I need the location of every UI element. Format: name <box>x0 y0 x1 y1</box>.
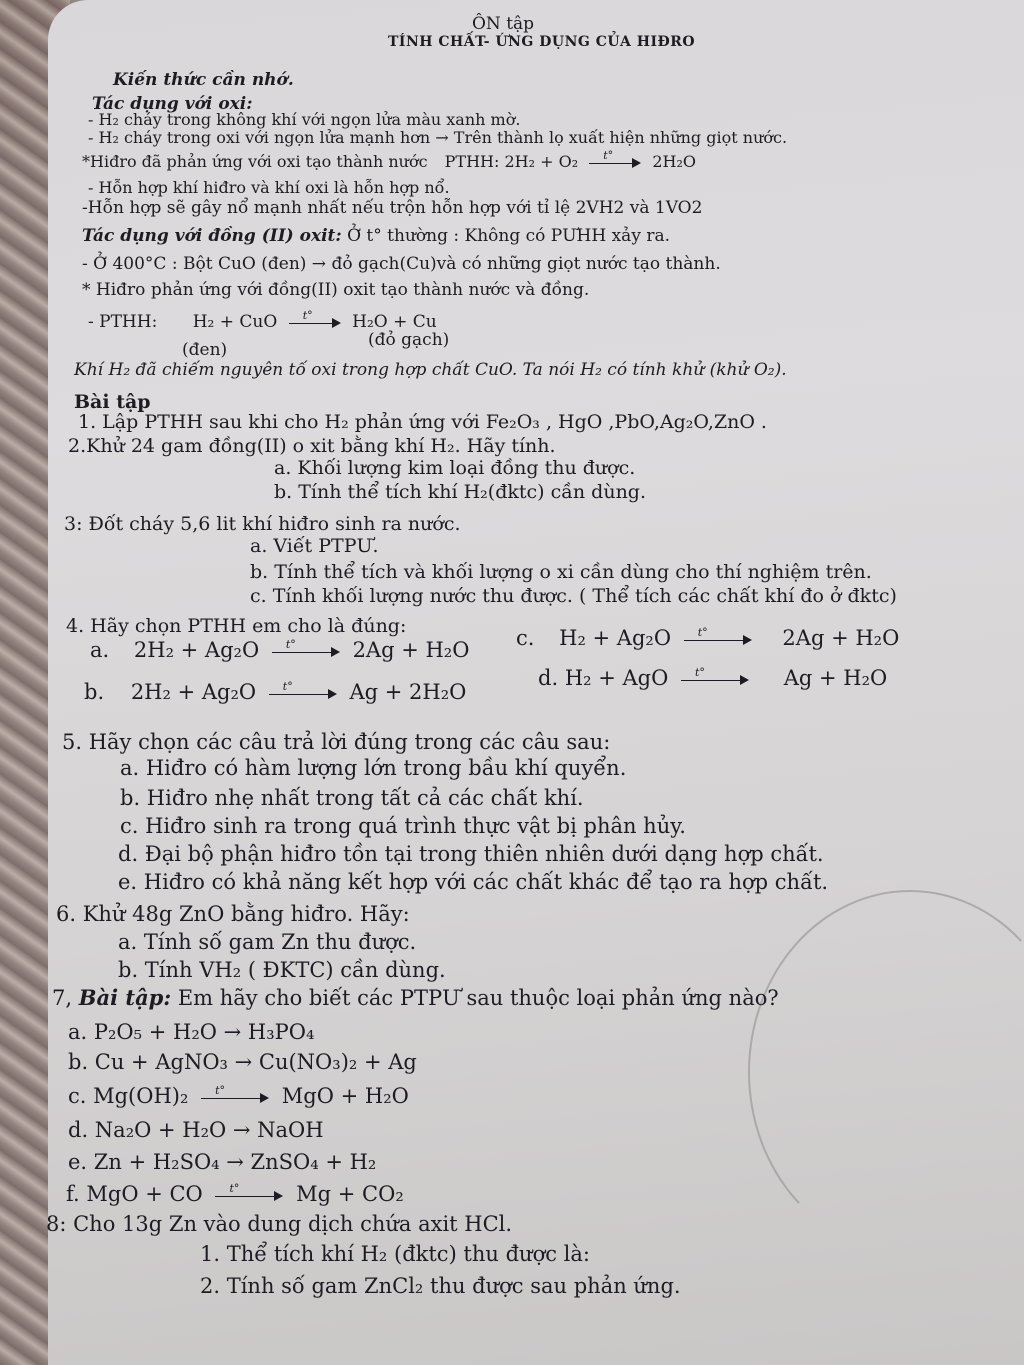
question-5b: b. Hiđro nhẹ nhất trong tất cả các chất khí. <box>120 786 584 810</box>
arrow-icon: t° <box>269 689 337 699</box>
question-5c: c. Hiđro sinh ra trong quá trình thực vật bị phân hủy. <box>120 814 686 838</box>
question-7b: b. Cu + AgNO₃ → Cu(NO₃)₂ + Ag <box>68 1050 417 1074</box>
question-5d: d. Đại bộ phận hiđro tồn tại trong thiên nhiên dưới dạng hợp chất. <box>118 842 824 866</box>
question-2a: a. Khối lượng kim loại đồng thu được. <box>274 457 636 479</box>
pencil-curve-mark <box>748 890 1024 1254</box>
arrow-icon: t° <box>589 158 641 168</box>
question-4a: a. 2H₂ + Ag₂O t° 2Ag + H₂O <box>90 637 470 662</box>
question-8: 8: Cho 13g Zn vào dung dịch chứa axit HCl. <box>46 1212 513 1236</box>
question-7a: a. P₂O₅ + H₂O → H₃PO₄ <box>68 1020 315 1044</box>
question-4: 4. Hãy chọn PTHH em cho là đúng: <box>66 615 407 637</box>
question-5e: e. Hiđro có khả năng kết hợp với các chất khác để tạo ra hợp chất. <box>118 870 829 894</box>
question-5: 5. Hãy chọn các câu trả lời đúng trong các câu sau: <box>62 730 611 754</box>
theory-heading: Kiến thức cần nhớ. <box>113 70 294 90</box>
exercises-heading: Bài tập <box>74 391 151 413</box>
theory-line-4: - Hỗn hợp khí hiđro và khí oxi là hỗn hợp nổ. <box>88 178 450 197</box>
theory-line-3: *Hiđro đã phản ứng với oxi tạo thành nước PTHH: 2H₂ + O₂ t° 2H₂O <box>82 148 696 171</box>
theory-line-7: * Hiđro phản ứng với đồng(II) oxit tạo thành nước và đồng. <box>82 280 590 300</box>
pthh-den-label: (đen) <box>182 340 228 360</box>
question-4c: c. H₂ + Ag₂O t° 2Ag + H₂O <box>516 625 900 650</box>
question-4d: d. H₂ + AgO t° Ag + H₂O <box>538 665 888 690</box>
question-4b: b. 2H₂ + Ag₂O t° Ag + 2H₂O <box>84 679 467 704</box>
page-title: TÍNH CHẤT- ỨNG DỤNG CỦA HIĐRO <box>388 34 696 50</box>
theory-line-6: - Ở 400°C : Bột CuO (đen) → đỏ gạch(Cu)và có những giọt nước tạo thành. <box>82 254 721 274</box>
question-7e: e. Zn + H₂SO₄ → ZnSO₄ + H₂ <box>68 1150 377 1174</box>
header-line1: ÔN tập <box>472 14 535 34</box>
arrow-icon: t° <box>289 318 341 328</box>
arrow-icon: t° <box>272 647 340 657</box>
question-5a: a. Hiđro có hàm lượng lớn trong bầu khí quyển. <box>120 756 627 780</box>
oxygen-heading: Tác dụng với oxi: <box>92 94 253 114</box>
question-8-2: 2. Tính số gam ZnCl₂ thu được sau phản ứng. <box>200 1274 681 1298</box>
arrow-icon: t° <box>684 635 752 645</box>
question-7: 7, Bài tập: Em hãy cho biết các PTPƯ sau thuộc loại phản ứng nào? <box>52 985 779 1010</box>
pthh-line: - PTHH: H₂ + CuO t° H₂O + Cu <box>88 308 437 332</box>
question-6b: b. Tính VH₂ ( ĐKTC) cần dùng. <box>118 958 446 982</box>
arrow-icon: t° <box>681 675 749 685</box>
question-1: 1. Lập PTHH sau khi cho H₂ phản ứng với Fe₂O₃ , HgO ,PbO,Ag₂O,ZnO . <box>78 411 767 433</box>
question-3a: a. Viết PTPƯ. <box>250 535 379 557</box>
question-3: 3: Đốt cháy 5,6 lit khí hiđro sinh ra nước. <box>64 513 461 535</box>
arrow-icon: t° <box>201 1093 269 1103</box>
question-3b: b. Tính thể tích và khối lượng o xi cần dùng cho thí nghiệm trên. <box>250 561 872 583</box>
question-2: 2.Khử 24 gam đồng(II) o xit bằng khí H₂. Hãy tính. <box>68 435 556 457</box>
theory-line-2: - H₂ cháy trong oxi với ngọn lửa mạnh hơn → Trên thành lọ xuất hiện những giọt nước. <box>88 128 788 147</box>
theory-conclusion: Khí H₂ đã chiếm nguyên tố oxi trong hợp chất CuO. Ta nói H₂ có tính khử (khử O₂). <box>74 360 787 380</box>
pthh-dogach-label: (đỏ gạch) <box>368 330 450 350</box>
cuo-heading: Tác dụng với đồng (II) oxit: <box>82 226 342 246</box>
question-3c: c. Tính khối lượng nước thu được. ( Thể tích các chất khí đo ở đktc) <box>250 585 897 607</box>
theory-line-1: - H₂ cháy trong không khí với ngọn lửa màu xanh mờ. <box>88 110 521 129</box>
question-2b: b. Tính thể tích khí H₂(đktc) cần dùng. <box>274 481 647 503</box>
theory-line-5: -Hỗn hợp sẽ gây nổ mạnh nhất nếu trộn hỗn hợp với tỉ lệ 2VH2 và 1VO2 <box>82 198 703 218</box>
cuo-heading-line: Tác dụng với đồng (II) oxit: Ở t° thường : Không có PƯHH xảy ra. <box>82 226 670 246</box>
question-7d: d. Na₂O + H₂O → NaOH <box>68 1118 324 1142</box>
question-6a: a. Tính số gam Zn thu được. <box>118 930 417 954</box>
question-7f: f. MgO + CO t° Mg + CO₂ <box>66 1181 404 1206</box>
question-6: 6. Khử 48g ZnO bằng hiđro. Hãy: <box>56 902 410 926</box>
arrow-icon: t° <box>215 1191 283 1201</box>
question-8-1: 1. Thể tích khí H₂ (đktc) thu được là: <box>200 1242 590 1266</box>
question-7c: c. Mg(OH)₂ t° MgO + H₂O <box>68 1083 409 1108</box>
